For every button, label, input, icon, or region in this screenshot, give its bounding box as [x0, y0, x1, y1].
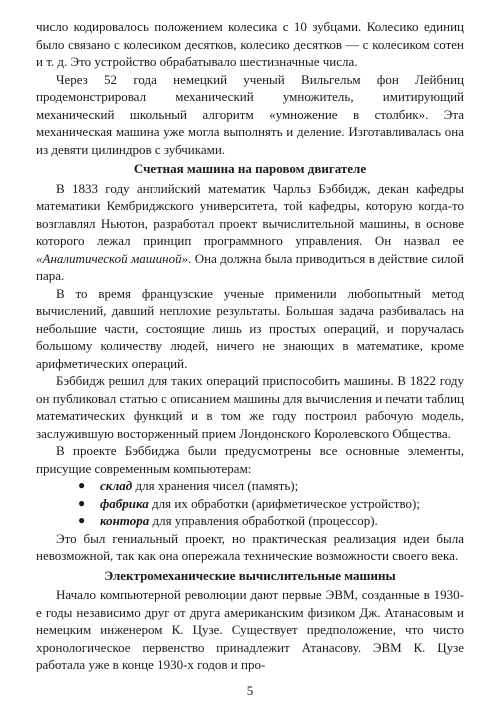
paragraph-text: В 1833 году английский математик Чарльз Бэббидж, декан кафедры математики Кембриджского университета, той кафедры, которую когда-то возглавлял Ньютон, разработал проект вычислительной машины, в основе которого лежал принцип программного управления. Он назвал ее — [36, 180, 464, 248]
paragraph-babbage-1833 — [36, 180, 464, 285]
bullet-icon: ● — [78, 495, 86, 510]
paragraph-babbage-1822: Бэббидж решил для таких операций приспособить машины. В 1822 году он публиковал статью с описанием машины для вычисления и печати таблиц математических функций и в том же году построил рабочую модель, заслужившую восторженный прием Лондонского Королевского Общества. — [36, 373, 464, 441]
list-term: контора — [100, 513, 150, 528]
list-term: склад — [100, 478, 133, 493]
list-term: фабрика — [100, 495, 149, 511]
page-body — [36, 18, 464, 674]
paragraph-computer-revolution: Начало компьютерной революции дают первые ЭВМ, созданные в 1930-е годы независимо друг от друга американским физиком Дж. Атанасовым и немецким инженером К. Цузе. Существует предположение, что чисто хронологическое первенство принадлежит Атанасову. ЭВМ К. Цузе работала уже в конце 1930-х годов и про- — [36, 587, 464, 672]
bullet-icon: ● — [78, 478, 86, 492]
list-text: для их обработки (арифметическое устройство); — [148, 495, 420, 511]
paragraph-leibniz: Через 52 года немецкий ученый Вильгельм фон Лейбниц продемонстрировал механический умножитель, имитирующий механический школьный алгоритм «умножение в столбик». Эта механическая машина уже могла выполнять и деление. Изготавливалась она из девяти цилиндров с зубчиками. — [36, 71, 464, 157]
section-heading-steam-machine: Счетная машина на паровом двигателе — [133, 161, 367, 176]
bullet-icon: ● — [78, 513, 86, 527]
list-item — [36, 477, 464, 495]
paragraph-pascal-continuation: число кодировалось положением колесика с 10 зубцами. Колесико единиц было связано с колесиком десятков, колесико десятков — с колесиком сотен и т. д. Это устройство обрабатывало шестизначные числа. — [36, 19, 464, 69]
section-heading-electromechanical: Электромеханические вычислительные машины — [104, 567, 396, 583]
analytical-engine-term: «Аналитической машиной» — [36, 250, 189, 266]
paragraph-genius-project: Это был гениальный проект, но практическая реализация идеи была невозможной, так как она опережала технические возможности своего века. — [36, 530, 464, 563]
page-number: 5 — [246, 683, 254, 698]
paragraph-text: . Она должна была приводиться в действие силой пара. — [36, 250, 464, 283]
list-item — [36, 495, 464, 513]
paragraph-french-method: В то время французские ученые применили любопытный метод вычислений, давший неплохие результаты. Большая задача разбивалась на небольшие части, состоящие лишь из простых операций, и поручалась большому количеству людей, ничего не знающих в математике, кроме арифметических операций. — [36, 285, 464, 371]
list-text: для управления обработкой (процессор). — [149, 513, 378, 528]
paragraph-babbage-elements: В проекте Бэббиджа были предусмотрены все основные элементы, присущие современным компьютерам: — [36, 443, 464, 476]
list-text: для хранения чисел (память); — [132, 478, 299, 493]
list-item — [36, 512, 464, 530]
elements-list — [36, 477, 464, 530]
